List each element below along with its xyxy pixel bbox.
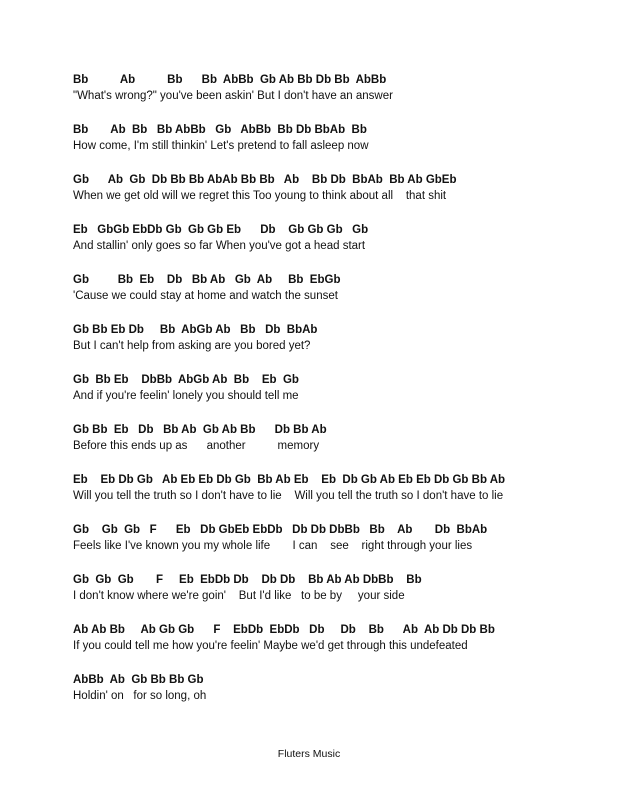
lyric-line: If you could tell me how you're feelin' Maybe we'd get through this undefeated [73,640,468,652]
verse-block [73,372,505,422]
verse-block [73,172,505,222]
lyric-line: I don't know where we're goin' But I'd like to be by your side [73,590,405,602]
page-footer: Fluters Music [277,748,341,760]
verse-block [73,422,505,472]
verse-block [73,72,505,122]
lyric-line: 'Cause we could stay at home and watch the sunset [73,290,338,302]
chord-line: Gb Ab Gb Db Bb Bb AbAb Bb Bb Ab Bb Db BbAb Bb Ab GbEb [73,174,457,186]
chord-line: Gb Gb Gb F Eb EbDb Db Db Db Bb Ab Ab DbBb Bb [73,574,422,586]
verse-block [73,622,505,672]
lyric-line: How come, I'm still thinkin' Let's pretend to fall asleep now [73,140,369,152]
chord-line: AbBb Ab Gb Bb Bb Gb [73,674,204,686]
chord-line: Gb Bb Eb Db Bb AbGb Ab Bb Db BbAb [73,324,318,336]
chord-line: Gb Gb Gb F Eb Db GbEb EbDb Db Db DbBb Bb Ab Db BbAb [73,524,488,536]
chord-line: Bb Ab Bb Bb AbBb Gb AbBb Bb Db BbAb Bb [73,124,367,136]
chord-line: Gb Bb Eb Db Bb Ab Gb Ab Bb EbGb [73,274,341,286]
lyric-line: But I can't help from asking are you bored yet? [73,340,311,352]
verse-block [73,222,505,272]
verse-block [73,522,505,572]
chord-line: Eb Eb Db Gb Ab Eb Eb Db Gb Bb Ab Eb Eb Db Gb Ab Eb Eb Db Gb Bb Ab [73,474,506,486]
chord-line: Ab Ab Bb Ab Gb Gb F EbDb EbDb Db Db Bb Ab Ab Db Db Bb [73,624,495,636]
chord-line: Gb Bb Eb DbBb AbGb Ab Bb Eb Gb [73,374,299,386]
lyric-line: Before this ends up as another memory [73,440,320,452]
verse-block [73,272,505,322]
song-sheet [73,72,505,722]
verse-block [73,672,505,722]
lyric-line: Holdin' on for so long, oh [73,690,207,702]
chord-line: Eb GbGb EbDb Gb Gb Gb Eb Db Gb Gb Gb Gb [73,224,369,236]
verse-block [73,472,505,522]
lyric-line: When we get old will we regret this Too young to think about all that shit [73,190,447,202]
chord-line: Gb Bb Eb Db Bb Ab Gb Ab Bb Db Bb Ab [73,424,327,436]
lyric-line: Will you tell the truth so I don't have to lie Will you tell the truth so I don't have to lie [73,490,504,502]
lyric-line: And stallin' only goes so far When you've got a head start [73,240,366,252]
lyric-line: And if you're feelin' lonely you should tell me [73,390,299,402]
verse-block [73,322,505,372]
verse-block [73,122,505,172]
lyric-line: Feels like I've known you my whole life I can see right through your lies [73,540,473,552]
verse-block [73,572,505,622]
chord-line: Bb Ab Bb Bb AbBb Gb Ab Bb Db Bb AbBb [73,74,387,86]
lyric-line: "What's wrong?" you've been askin' But I don't have an answer [73,90,393,102]
